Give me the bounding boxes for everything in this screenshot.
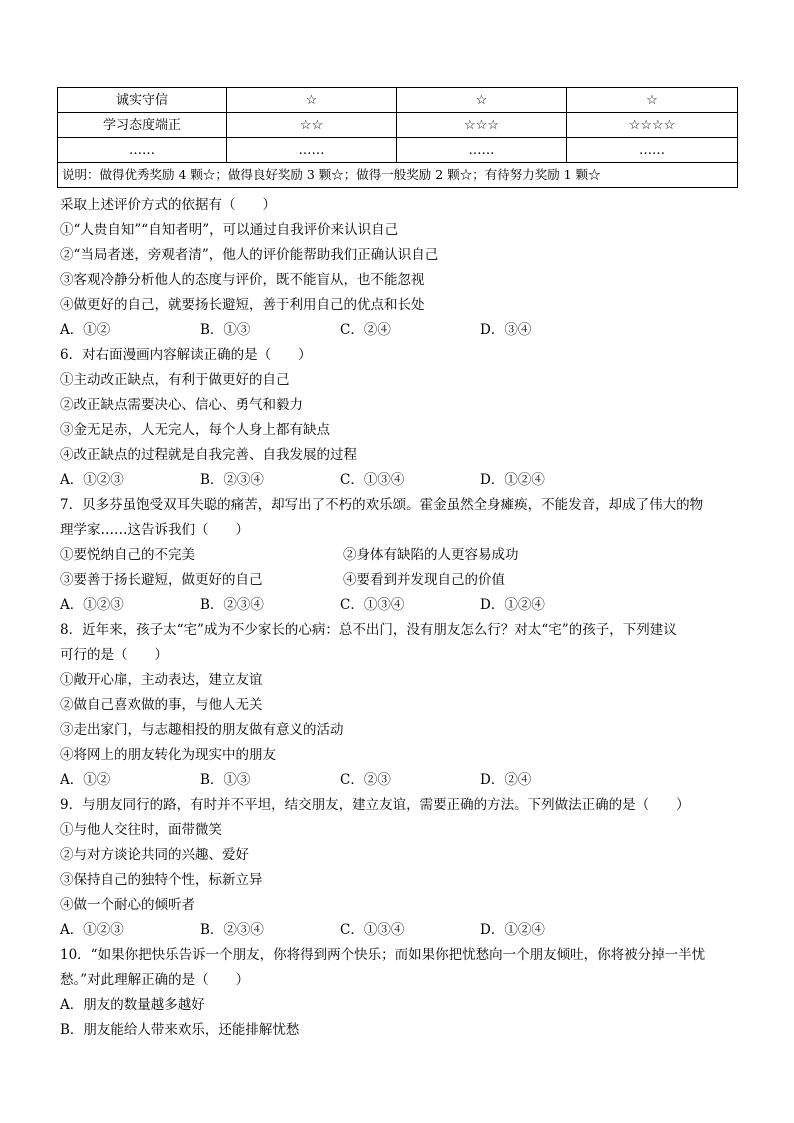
option-b: B．①③ <box>200 322 251 338</box>
table-cell: ☆☆☆ <box>397 113 567 138</box>
table-row <box>58 88 738 113</box>
question-list <box>60 193 736 1043</box>
table-cell: …… <box>567 138 738 163</box>
option-b: B．①③ <box>200 772 251 788</box>
option-a: A．①② <box>60 322 111 338</box>
option-d: D．③④ <box>480 322 532 338</box>
question-stem: 6．对右面漫画内容解读正确的是（ ） <box>60 347 312 363</box>
question-item: ①与他人交往时，面带微笑 <box>60 822 222 838</box>
question-stem: 采取上述评价方式的依据有（ ） <box>60 197 276 213</box>
question-item: ①“人贵自知”“自知者明”，可以通过自我评价来认识自己 <box>60 222 399 238</box>
table-cell: ☆ <box>227 88 397 113</box>
question-item: ④做更好的自己，就要扬长避短，善于利用自己的优点和长处 <box>60 297 425 313</box>
option-d: D．①②④ <box>480 472 545 488</box>
option-c: C．①③④ <box>340 922 405 938</box>
question-item: ②做自己喜欢做的事，与他人无关 <box>60 697 263 713</box>
question-item: ③要善于扬长避短，做更好的自己 <box>60 572 263 588</box>
option-a: A．①②③ <box>60 472 124 488</box>
question-item: ④要看到并发现自己的价值 <box>343 572 505 588</box>
table-cell: 学习态度端正 <box>58 113 227 138</box>
table-note: 说明：做得优秀奖励 4 颗☆；做得良好奖励 3 颗☆；做得一般奖励 2 颗☆；有待努力奖励 1 颗☆ <box>58 163 738 188</box>
table-row <box>58 163 738 188</box>
question-10 <box>60 943 736 1043</box>
option-a: A．①②③ <box>60 597 124 613</box>
answer-options <box>60 593 736 618</box>
question-item: ②改正缺点需要决心、信心、勇气和毅力 <box>60 397 303 413</box>
option-b: B．朋友能给人带来欢乐，还能排解忧愁 <box>60 1022 300 1038</box>
question-item: ①敞开心扉，主动表达，建立友谊 <box>60 672 263 688</box>
option-b: B．②③④ <box>200 922 264 938</box>
option-a: A．①②③ <box>60 922 124 938</box>
evaluation-table <box>57 87 738 188</box>
answer-options <box>60 318 736 343</box>
table-cell: …… <box>58 138 227 163</box>
option-c: C．①③④ <box>340 472 405 488</box>
question-5 <box>60 193 736 343</box>
item-pair <box>60 543 736 568</box>
question-item: ②“当局者迷，旁观者清”，他人的评价能帮助我们正确认识自己 <box>60 247 439 263</box>
option-a: A．朋友的数量越多越好 <box>60 997 205 1013</box>
table-cell: ☆☆☆☆ <box>567 113 738 138</box>
question-item: ②身体有缺陷的人更容易成功 <box>343 547 519 563</box>
question-stem-continued: 可行的是（ ） <box>60 647 168 663</box>
question-7 <box>60 493 736 618</box>
question-stem: 10．“如果你把快乐告诉一个朋友，你将得到两个快乐；而如果你把忧愁向一个朋友倾吐，你将被分掉一半忧 <box>60 947 706 963</box>
option-d: D．①②④ <box>480 922 545 938</box>
item-pair <box>60 568 736 593</box>
question-item: ④将网上的朋友转化为现实中的朋友 <box>60 747 276 763</box>
question-6 <box>60 343 736 493</box>
option-b: B．②③④ <box>200 597 264 613</box>
table-cell: ☆ <box>397 88 567 113</box>
option-c: C．②④ <box>340 322 391 338</box>
question-item: ③保持自己的独特个性，标新立异 <box>60 872 263 888</box>
table-cell: …… <box>397 138 567 163</box>
question-item: ③金无足赤，人无完人，每个人身上都有缺点 <box>60 422 330 438</box>
question-item: ③走出家门，与志趣相投的朋友做有意义的活动 <box>60 722 344 738</box>
table-row <box>58 113 738 138</box>
table-cell: ☆☆ <box>227 113 397 138</box>
answer-options <box>60 918 736 943</box>
option-c: C．①③④ <box>340 597 405 613</box>
question-8 <box>60 618 736 793</box>
option-d: D．②④ <box>480 772 532 788</box>
question-item: ④改正缺点的过程就是自我完善、自我发展的过程 <box>60 447 357 463</box>
table-cell: …… <box>227 138 397 163</box>
table-row <box>58 138 738 163</box>
question-item: ①主动改正缺点，有利于做更好的自己 <box>60 372 290 388</box>
question-item: ①要悦纳自己的不完美 <box>60 547 195 563</box>
option-c: C．②③ <box>340 772 391 788</box>
question-9 <box>60 793 736 943</box>
question-stem-continued: 理学家……这告诉我们（ ） <box>60 522 249 538</box>
question-stem: 9．与朋友同行的路，有时并不平坦，结交朋友，建立友谊，需要正确的方法。下列做法正确的是（ ） <box>60 797 690 813</box>
question-item: ④做一个耐心的倾听者 <box>60 897 195 913</box>
table-cell: 诚实守信 <box>58 88 227 113</box>
question-stem-continued: 愁。”对此理解正确的是（ ） <box>60 972 250 988</box>
question-item: ②与对方谈论共同的兴趣、爱好 <box>60 847 249 863</box>
option-d: D．①②④ <box>480 597 545 613</box>
question-stem: 7．贝多芬虽饱受双耳失聪的痛苦，却写出了不朽的欢乐颂。霍金虽然全身瘫痪，不能发音，却成了伟大的物 <box>60 497 704 513</box>
answer-options <box>60 768 736 793</box>
answer-options <box>60 468 736 493</box>
question-stem: 8．近年来，孩子太“宅”成为不少家长的心病：总不出门，没有朋友怎么行？对太“宅”的孩子，下列建议 <box>60 622 677 638</box>
option-a: A．①② <box>60 772 111 788</box>
question-item: ③客观冷静分析他人的态度与评价，既不能盲从，也不能忽视 <box>60 272 425 288</box>
table-cell: ☆ <box>567 88 738 113</box>
option-b: B．②③④ <box>200 472 264 488</box>
